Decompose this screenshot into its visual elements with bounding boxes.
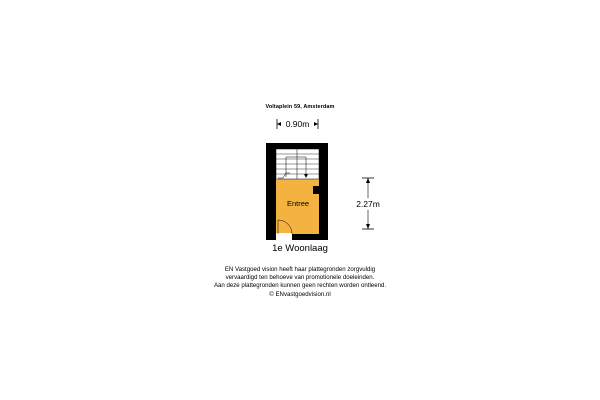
disclaimer-line: © ENvastgoedvision.nl: [269, 290, 331, 298]
meter-box: [313, 186, 319, 194]
disclaimer-line: vervaardigd ten behoeve van promotionele doeleinden.: [225, 274, 375, 282]
disclaimer-line: Aan deze plattegronden kunnen geen rechten worden ontleend.: [213, 282, 387, 290]
staircase: [276, 149, 319, 179]
door-opening: [276, 233, 292, 241]
height-dimension: [352, 178, 383, 229]
width-dim-label: 0.90m: [285, 119, 310, 129]
height-dim-arrow-top: [366, 178, 370, 183]
height-dim-arrow-bottom: [366, 224, 370, 229]
width-dimension: [277, 118, 318, 129]
width-dim-arrow-left: [277, 122, 281, 126]
height-dim-label: 2.27m: [356, 199, 380, 209]
disclaimer: [150, 266, 450, 299]
width-dim-arrow-right: [314, 122, 318, 126]
floor-name: 1e Woonlaag: [272, 243, 328, 254]
room-label-entree: Entree: [286, 199, 310, 208]
disclaimer-line: EN Vastgoed vision heeft haar plattegronden zorgvuldig: [224, 266, 376, 273]
address-title: Voltaplein 59, Amsterdam: [265, 104, 335, 110]
